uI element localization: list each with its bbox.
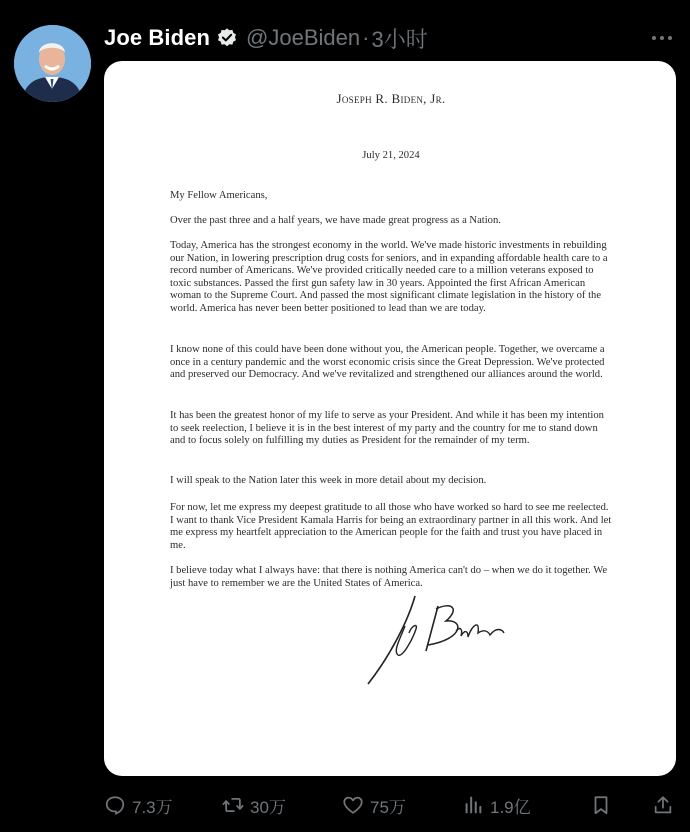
signature xyxy=(360,581,520,701)
letter-image[interactable] xyxy=(104,61,676,776)
views-button[interactable] xyxy=(462,793,590,818)
salutation: My Fellow Americans, xyxy=(170,190,268,201)
share-button[interactable] xyxy=(652,794,674,816)
more-icon[interactable] xyxy=(652,36,676,40)
letter-paragraph: Today, America has the strongest economy in the world. We've made historic investments in rebuilding our Nation, in lowering prescription drug costs for seniors, and in expanding affordable health care to a record number of Americans. We've provided critically needed care to a million veterans exposed to toxic substances. Passed the first gun safety law in 30 years. Appointed the first African American woman to the Supreme Court. And passed the most significant climate legislation in the history of the world. America has never been better positioned to lead than we are today. xyxy=(170,240,608,314)
like-button[interactable] xyxy=(342,793,462,818)
author-handle[interactable]: @JoeBiden xyxy=(246,25,361,50)
post-time[interactable]: 3小时 xyxy=(371,26,428,52)
tweet-header xyxy=(104,22,676,54)
avatar-image xyxy=(14,25,91,102)
like-icon xyxy=(342,794,364,816)
letter-paragraph: Over the past three and a half years, we have made great progress as a Nation. xyxy=(170,215,501,226)
author-name[interactable]: Joe Biden xyxy=(104,25,211,50)
letterhead: Joseph R. Biden, Jr. xyxy=(336,91,446,106)
reply-icon xyxy=(104,794,126,816)
view-count: 1.9亿 xyxy=(490,797,531,817)
letter-paragraph: For now, let me express my deepest gratitude to all those who have worked so hard to see me reelected. I want to thank Vice President Kamala Harris for being an extraordinary partner in all this work. And let me express my heartfelt appreciation to the American people for the faith and trust you have placed in me. xyxy=(170,502,612,551)
letter-date: July 21, 2024 xyxy=(362,150,420,161)
separator-dot: · xyxy=(362,25,370,50)
repost-button[interactable] xyxy=(222,793,342,818)
action-bar xyxy=(104,790,676,820)
share-icon xyxy=(652,794,674,816)
letter-paragraph: I will speak to the Nation later this week in more detail about my decision. xyxy=(170,475,487,486)
views-icon xyxy=(462,794,484,816)
avatar[interactable] xyxy=(14,25,91,102)
like-count: 75万 xyxy=(370,797,406,817)
letter-paragraph: I know none of this could have been done without you, the American people. Together, we overcame a once in a century pandemic and the worst economic crisis since the Great Depression. We've protected and preserved our Democracy. And we've revitalized and strengthened our alliances around the world. xyxy=(170,344,605,380)
bookmark-button[interactable] xyxy=(590,794,652,816)
reply-count: 7.3万 xyxy=(132,797,173,817)
verified-badge-icon[interactable] xyxy=(216,27,238,49)
letter-paragraph: It has been the greatest honor of my life to serve as your President. And while it has been my intention to seek reelection, I believe it is in the best interest of my party and the country for me to stand down and to focus solely on fulfilling my duties as President for the remainder of my term. xyxy=(170,410,604,446)
repost-icon xyxy=(222,794,244,816)
bookmark-icon xyxy=(590,794,612,816)
repost-count: 30万 xyxy=(250,797,286,817)
letter-paragraph: I believe today what I always have: that there is nothing America can't do – when we do it together. We just have to remember we are the United States of America. xyxy=(170,565,608,589)
reply-button[interactable] xyxy=(104,793,222,818)
